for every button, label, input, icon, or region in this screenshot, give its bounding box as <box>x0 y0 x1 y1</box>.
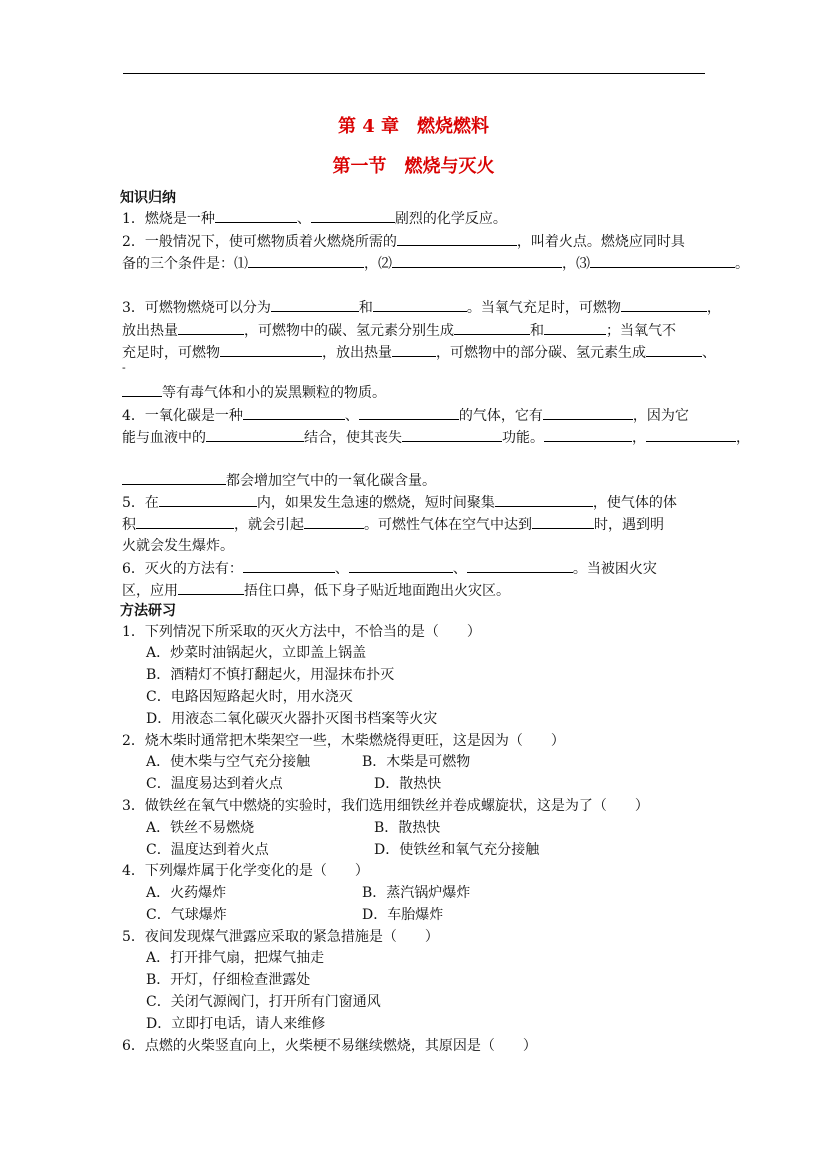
answer-blank[interactable] <box>543 405 633 420</box>
answer-blank[interactable] <box>304 514 364 529</box>
q5-option-a[interactable]: A．打开排气扇，把煤气抽走 <box>146 950 325 966</box>
q3-option-b[interactable]: B．散热快 <box>374 820 441 836</box>
q2-option-a[interactable]: A．使木柴与空气充分接触 <box>146 754 311 770</box>
q2-option-b[interactable]: B．木柴是可燃物 <box>362 754 471 770</box>
answer-blank[interactable] <box>532 514 594 529</box>
q5-option-d[interactable]: D．立即打电话，请人来维修 <box>146 1016 326 1032</box>
knowledge-q3-line4: 等有毒气体和小的炭黑颗粒的物质。 <box>122 382 386 403</box>
knowledge-q5-line2: 积 ，就会引起 。可燃性气体在空气中达到 时，遇到明 <box>122 514 664 535</box>
knowledge-q3-line3: 充足时，可燃物 ，放出热量 ，可燃物中的部分碳、氢元素生成 、 <box>122 342 716 363</box>
q4-option-b[interactable]: B．蒸汽锅炉爆炸 <box>362 885 471 901</box>
answer-blank[interactable] <box>178 580 244 595</box>
answer-blank[interactable] <box>159 492 257 507</box>
answer-blank[interactable] <box>215 208 297 223</box>
stray-mark: - <box>122 361 126 374</box>
question-5-stem: 5．夜间发现煤气泄露应采取的紧急措施是（ ） <box>122 929 439 945</box>
answer-blank[interactable] <box>243 558 335 573</box>
answer-blank[interactable] <box>248 253 364 268</box>
answer-blank[interactable] <box>454 320 530 335</box>
method-heading: 方法研习 <box>120 603 176 619</box>
q1-option-a[interactable]: A．炒菜时油锅起火，立即盖上锅盖 <box>146 645 367 661</box>
section-title: 第一节 燃烧与灭火 <box>332 156 495 177</box>
answer-blank[interactable] <box>402 427 502 442</box>
q1-option-c[interactable]: C．电路因短路起火时，用水浇灭 <box>146 689 353 705</box>
knowledge-q4-line1: 4．一氧化碳是一种 、 的气体，它有 ，因为它 <box>122 405 689 426</box>
knowledge-q6-line1: 6．灭火的方法有： 、 、 。当被困火灾 <box>122 558 657 579</box>
knowledge-q3-line1: 3．可燃物燃烧可以分为 和 。当氧气充足时，可燃物 ， <box>122 297 721 318</box>
q5-option-b[interactable]: B．开灯，仔细检查泄露处 <box>146 972 311 988</box>
question-1-stem: 1．下列情况下所采取的灭火方法中，不恰当的是（ ） <box>122 624 481 640</box>
q2-option-c[interactable]: C．温度易达到着火点 <box>146 776 283 792</box>
question-2-stem: 2．烧木柴时通常把木柴架空一些，木柴燃烧得更旺，这是因为（ ） <box>122 733 565 749</box>
knowledge-q5-line1: 5．在 内，如果发生急速的燃烧，短时间聚集 ，使气体的体 <box>122 492 677 513</box>
knowledge-q2-line1: 2．一般情况下，使可燃物质着火燃烧所需的 ，叫着火点。燃烧应同时具 <box>122 231 685 252</box>
question-3-stem: 3．做铁丝在氧气中燃烧的实验时，我们选用细铁丝并卷成螺旋状，这是为了（ ） <box>122 798 649 814</box>
answer-blank[interactable] <box>122 382 162 397</box>
knowledge-q5-line3: 火就会发生爆炸。 <box>122 538 234 554</box>
q3-option-a[interactable]: A．铁丝不易燃烧 <box>146 820 255 836</box>
answer-blank[interactable] <box>392 342 436 357</box>
header-rule <box>123 73 705 74</box>
knowledge-q1: 1．燃烧是一种 、 剧烈的化学反应。 <box>122 208 507 229</box>
q2-option-d[interactable]: D．散热快 <box>374 776 442 792</box>
knowledge-q6-line2: 区，应用 捂住口鼻，低下身子贴近地面跑出火灾区。 <box>122 580 510 601</box>
answer-blank[interactable] <box>646 427 736 442</box>
answer-blank[interactable] <box>373 297 467 312</box>
answer-blank[interactable] <box>359 405 459 420</box>
q4-option-d[interactable]: D．车胎爆炸 <box>362 907 444 923</box>
answer-blank[interactable] <box>495 492 593 507</box>
question-6-stem: 6．点燃的火柴竖直向上，火柴梗不易继续燃烧，其原因是（ ） <box>122 1038 537 1054</box>
question-4-stem: 4．下列爆炸属于化学变化的是（ ） <box>122 863 369 879</box>
answer-blank[interactable] <box>544 320 606 335</box>
answer-blank[interactable] <box>646 342 702 357</box>
answer-blank[interactable] <box>392 253 562 268</box>
answer-blank[interactable] <box>349 558 453 573</box>
answer-blank[interactable] <box>311 208 395 223</box>
answer-blank[interactable] <box>621 297 707 312</box>
answer-blank[interactable] <box>271 297 359 312</box>
answer-blank[interactable] <box>590 253 735 268</box>
answer-blank[interactable] <box>178 320 244 335</box>
answer-blank[interactable] <box>220 342 322 357</box>
knowledge-q4-line3: 都会增加空气中的一氧化碳含量。 <box>122 470 436 491</box>
q4-option-c[interactable]: C．气球爆炸 <box>146 907 227 923</box>
q3-option-d[interactable]: D．使铁丝和氧气充分接触 <box>374 842 540 858</box>
answer-blank[interactable] <box>243 405 345 420</box>
answer-blank[interactable] <box>122 470 226 485</box>
answer-blank[interactable] <box>467 558 573 573</box>
q5-option-c[interactable]: C．关闭气源阀门，打开所有门窗通风 <box>146 994 381 1010</box>
answer-blank[interactable] <box>136 514 234 529</box>
q1-option-d[interactable]: D．用液态二氧化碳灭火器扑灭图书档案等火灾 <box>146 711 438 727</box>
chapter-title: 第 4 章 燃烧燃料 <box>337 116 490 137</box>
knowledge-q3-line2: 放出热量 ，可燃物中的碳、氢元素分别生成 和 ；当氧气不 <box>122 320 676 341</box>
q1-option-b[interactable]: B．酒精灯不慎打翻起火，用湿抹布扑灭 <box>146 667 395 683</box>
knowledge-q2-line2: 备的三个条件是：⑴ ，⑵ ，⑶ 。 <box>122 253 749 274</box>
knowledge-q4-line2: 能与血液中的 结合，使其丧失 功能。 ， ， <box>122 427 750 448</box>
answer-blank[interactable] <box>397 231 517 246</box>
answer-blank[interactable] <box>206 427 304 442</box>
answer-blank[interactable] <box>544 427 632 442</box>
q3-option-c[interactable]: C．温度达到着火点 <box>146 842 269 858</box>
knowledge-heading: 知识归纳 <box>120 190 176 206</box>
q4-option-a[interactable]: A．火药爆炸 <box>146 885 227 901</box>
